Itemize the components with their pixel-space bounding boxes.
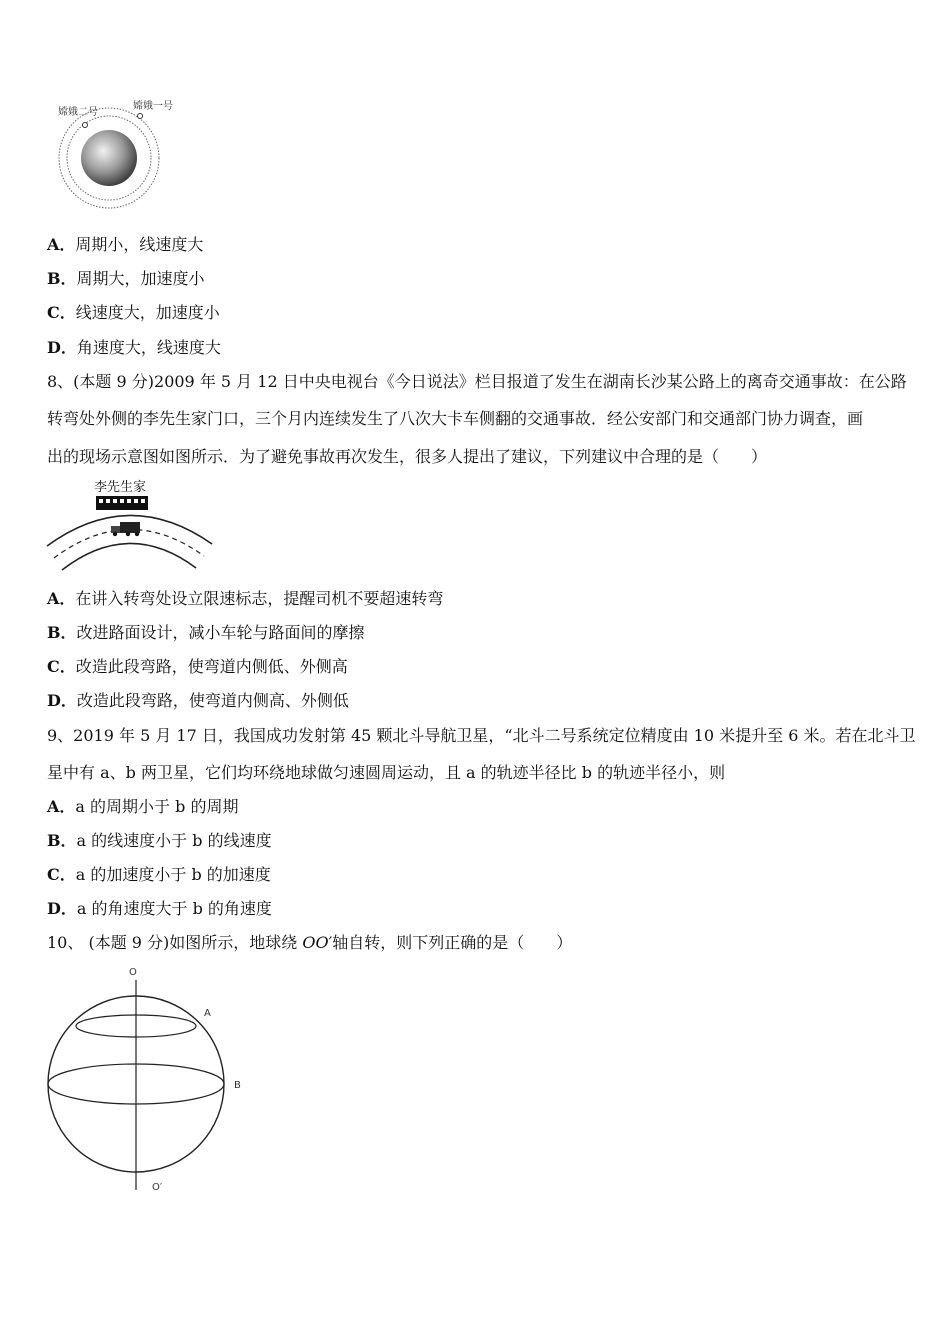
q7-option-c: C．线速度大，加速度小 xyxy=(47,303,220,322)
q9-stem-line1: 9、2019 年 5 月 17 日，我国成功发射第 45 颗北斗导航卫星，“北斗二号系统定位精度由 10 米提升至 6 米。若在北斗卫 xyxy=(47,726,916,745)
q8-option-b: B．改进路面设计，减小车轮与路面间的摩擦 xyxy=(47,623,365,642)
q9-stem-line2: 星中有 a、b 两卫星，它们均环绕地球做匀速圆周运动，且 a 的轨迹半径比 b 的轨迹半径小，则 xyxy=(47,763,726,782)
q8-stem-line3: 出的现场示意图如图所示．为了避免事故再次发生，很多人提出了建议，下列建议中合理的是（ ） xyxy=(47,447,768,466)
satellite-chang2 xyxy=(83,123,88,128)
earth-figure xyxy=(44,962,254,1197)
orbit-figure xyxy=(54,96,184,211)
truck-icon xyxy=(111,522,140,536)
q10-stem: 10、 (本题 9 分)如图所示，地球绕 OO′轴自转，则下列正确的是（ ） xyxy=(47,933,573,952)
label-o-bottom: O′ xyxy=(152,1182,163,1193)
label-chang2: 嫦娥二号 xyxy=(58,107,98,118)
q9-option-d: D．a 的角速度大于 b 的角速度 xyxy=(47,899,272,918)
q9-option-b: B．a 的线速度小于 b 的线速度 xyxy=(47,831,272,850)
axis-symbol: OO′ xyxy=(302,933,333,952)
q8-stem-line2: 转弯处外侧的李先生家门口，三个月内连续发生了八次大卡车侧翻的交通事故．经公安部门和交通部门协力调查，画 xyxy=(47,409,864,428)
moon xyxy=(81,130,137,186)
label-a: A xyxy=(204,1008,211,1019)
q8-option-c: C．改造此段弯路，使弯道内侧低、外侧高 xyxy=(47,657,348,676)
road-inner-edge xyxy=(62,543,196,570)
q7-option-b: B．周期大，加速度小 xyxy=(47,269,205,288)
q7-option-a: A．周期小，线速度大 xyxy=(47,235,204,254)
q9-option-c: C．a 的加速度小于 b 的加速度 xyxy=(47,865,271,884)
satellite-chang1 xyxy=(138,114,143,119)
house-label: 李先生家 xyxy=(94,480,147,495)
label-b: B xyxy=(234,1080,241,1091)
label-o-top: O xyxy=(129,967,137,978)
q9-option-a: A．a 的周期小于 b 的周期 xyxy=(47,797,239,816)
road-figure xyxy=(44,476,219,576)
house-icon xyxy=(96,496,148,510)
q8-option-a: A．在讲入转弯处设立限速标志，提醒司机不要超速转弯 xyxy=(47,589,444,608)
q7-option-d: D．角速度大，线速度大 xyxy=(47,338,221,357)
label-chang1: 嫦娥一号 xyxy=(133,101,173,112)
q8-option-d: D．改造此段弯路，使弯道内侧高、外侧低 xyxy=(47,691,349,710)
q8-stem-line1: 8、(本题 9 分)2009 年 5 月 12 日中央电视台《今日说法》栏目报道了发生在湖南长沙某公路上的离奇交通事故：在公路 xyxy=(47,372,907,391)
